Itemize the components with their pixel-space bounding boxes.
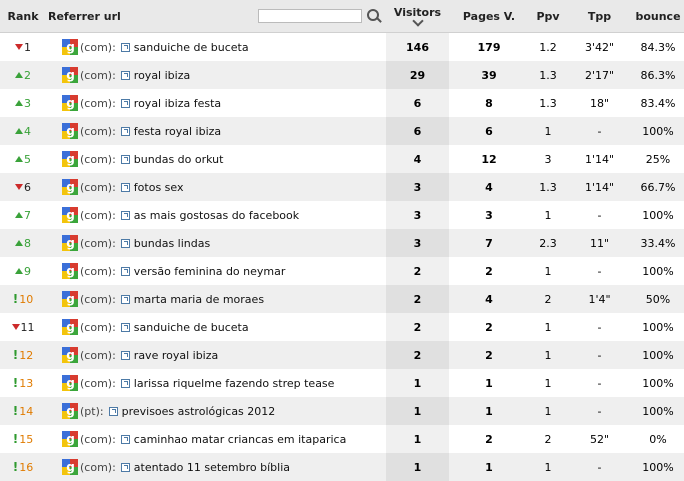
ppv-cell: 1 — [544, 404, 552, 418]
table-row — [0, 425, 684, 453]
ppv-cell: 1.3 — [539, 180, 557, 194]
bounce-cell: 25% — [645, 152, 671, 166]
rank-number: 15 — [19, 432, 34, 446]
bounce-cell: 100% — [642, 320, 674, 334]
rank-up-icon — [15, 268, 23, 274]
rank-cell — [0, 229, 46, 257]
rank-number: 10 — [19, 292, 34, 306]
pages-cell: 39 — [481, 68, 497, 82]
rank-up-icon — [15, 240, 23, 246]
referrer-domain: (com): — [80, 124, 116, 138]
rank-up-icon — [15, 128, 23, 134]
ppv-cell: 1 — [544, 264, 552, 278]
referrer-domain: (com): — [80, 348, 116, 362]
external-link-icon[interactable] — [121, 99, 130, 108]
referrer-domain: (com): — [80, 152, 116, 166]
referrer-domain: (com): — [80, 432, 116, 446]
table-row — [0, 61, 684, 89]
tpp-cell: - — [597, 124, 602, 138]
referrer-link[interactable]: bundas do orkut — [133, 152, 224, 166]
pages-cell: 8 — [485, 96, 493, 110]
ppv-header[interactable]: Ppv — [529, 0, 567, 33]
table-row — [0, 201, 684, 229]
google-icon: g — [62, 207, 79, 224]
external-link-icon[interactable] — [121, 239, 130, 248]
google-icon: g — [62, 67, 79, 84]
referrer-cell — [46, 173, 386, 201]
search-icon[interactable] — [367, 9, 381, 23]
google-icon: g — [62, 459, 79, 476]
referrer-link[interactable]: previsoes astrológicas 2012 — [121, 404, 276, 418]
visitors-cell: 3 — [386, 173, 449, 201]
referrer-link[interactable]: marta maria de moraes — [133, 292, 265, 306]
ppv-cell: 1.3 — [539, 96, 557, 110]
rank-cell — [0, 173, 46, 201]
google-icon: g — [62, 263, 79, 280]
referrer-link[interactable]: versão feminina do neymar — [133, 264, 286, 278]
pages-cell: 12 — [481, 152, 497, 166]
bounce-cell: 84.3% — [640, 40, 676, 54]
pages-cell: 2 — [485, 432, 493, 446]
google-icon: g — [62, 431, 79, 448]
rank-number: 7 — [24, 208, 31, 222]
tpp-cell: 1'14" — [584, 152, 615, 166]
bounce-cell: 83.4% — [640, 96, 676, 110]
rank-cell — [0, 313, 46, 341]
visitors-cell: 2 — [386, 285, 449, 313]
pages-cell: 2 — [485, 348, 493, 362]
google-icon: g — [62, 179, 79, 196]
rank-number: 9 — [24, 264, 31, 278]
ppv-cell: 1 — [544, 348, 552, 362]
referrer-domain: (com): — [80, 96, 116, 110]
rank-cell — [0, 341, 46, 369]
visitors-cell: 29 — [386, 61, 449, 89]
referrer-cell — [46, 201, 386, 229]
table-row — [0, 453, 684, 481]
ppv-cell: 1 — [544, 124, 552, 138]
referrer-link[interactable]: royal ibiza festa — [133, 96, 222, 110]
ppv-cell: 1 — [544, 208, 552, 222]
tpp-cell: - — [597, 404, 602, 418]
bounce-cell: 100% — [642, 460, 674, 474]
external-link-icon[interactable] — [121, 267, 130, 276]
rank-cell — [0, 33, 46, 62]
referrer-cell — [46, 117, 386, 145]
referrer-link[interactable]: atentado 11 setembro bíblia — [133, 460, 291, 474]
rank-number: 8 — [24, 236, 31, 250]
external-link-icon[interactable] — [121, 379, 130, 388]
rank-number: 16 — [19, 460, 34, 474]
ppv-cell: 3 — [544, 152, 552, 166]
table-row — [0, 173, 684, 201]
pages-cell: 1 — [485, 376, 493, 390]
ppv-cell: 2 — [544, 432, 552, 446]
google-icon: g — [62, 319, 79, 336]
google-icon: g — [62, 291, 79, 308]
rank-new-icon: ! — [12, 432, 19, 446]
tpp-cell: 3'42" — [584, 40, 615, 54]
tpp-cell: 11" — [589, 236, 610, 250]
referrer-header — [46, 0, 386, 33]
bounce-cell: 50% — [645, 292, 671, 306]
visitors-cell: 3 — [386, 201, 449, 229]
referrer-cell — [46, 257, 386, 285]
rank-header[interactable]: Rank — [0, 0, 46, 33]
referrer-domain: (com): — [80, 180, 116, 194]
referrer-link[interactable]: sanduiche de buceta — [133, 40, 249, 54]
external-link-icon[interactable] — [121, 435, 130, 444]
table-row — [0, 369, 684, 397]
rank-cell — [0, 425, 46, 453]
table-row — [0, 89, 684, 117]
rank-down-icon — [12, 324, 20, 330]
referrer-link[interactable]: royal ibiza — [133, 68, 191, 82]
table-row — [0, 145, 684, 173]
referrer-domain: (com): — [80, 236, 116, 250]
pages-header[interactable]: Pages V. — [449, 0, 529, 33]
rank-cell — [0, 89, 46, 117]
referrer-domain: (com): — [80, 40, 116, 54]
tpp-cell: 1'14" — [584, 180, 615, 194]
visitors-cell: 1 — [386, 453, 449, 481]
pages-cell: 1 — [485, 460, 493, 474]
external-link-icon[interactable] — [121, 127, 130, 136]
rank-number: 11 — [20, 320, 35, 334]
tpp-cell: 18" — [589, 96, 610, 110]
rank-number: 4 — [24, 124, 31, 138]
rank-new-icon: ! — [12, 376, 19, 390]
tpp-header[interactable]: Tpp — [567, 0, 632, 33]
referrer-domain: (com): — [80, 460, 116, 474]
referrer-cell — [46, 33, 386, 62]
pages-cell: 1 — [485, 404, 493, 418]
referrer-link[interactable]: fotos sex — [133, 180, 184, 194]
table-row — [0, 257, 684, 285]
ppv-cell: 1.2 — [539, 40, 557, 54]
pages-cell: 6 — [485, 124, 493, 138]
referrer-cell — [46, 285, 386, 313]
tpp-cell: - — [597, 376, 602, 390]
rank-number: 13 — [19, 376, 34, 390]
visitors-cell: 146 — [386, 33, 449, 62]
bounce-cell: 100% — [642, 264, 674, 278]
header-row — [0, 0, 684, 33]
bounce-cell: 100% — [642, 124, 674, 138]
external-link-icon[interactable] — [121, 323, 130, 332]
pages-cell: 7 — [485, 236, 493, 250]
referrer-cell — [46, 229, 386, 257]
referrer-link[interactable]: bundas lindas — [133, 236, 211, 250]
tpp-cell: - — [597, 348, 602, 362]
visitors-cell: 6 — [386, 117, 449, 145]
visitors-header-label: Visitors — [393, 6, 442, 19]
rank-cell — [0, 397, 46, 425]
pages-cell: 3 — [485, 208, 493, 222]
table-row — [0, 33, 684, 62]
referrer-cell — [46, 341, 386, 369]
ppv-cell: 1.3 — [539, 68, 557, 82]
referrer-cell — [46, 61, 386, 89]
google-icon: g — [62, 403, 79, 420]
google-icon: g — [62, 151, 79, 168]
rank-cell — [0, 285, 46, 313]
bounce-cell: 86.3% — [640, 68, 676, 82]
bounce-cell: 0% — [649, 432, 667, 446]
rank-new-icon: ! — [12, 292, 19, 306]
referrer-link[interactable]: caminhao matar criancas em itaparica — [133, 432, 347, 446]
rank-number: 3 — [24, 96, 31, 110]
visitors-cell: 4 — [386, 145, 449, 173]
referrer-domain: (com): — [80, 68, 116, 82]
bounce-cell: 66.7% — [640, 180, 676, 194]
external-link-icon[interactable] — [109, 407, 118, 416]
external-link-icon[interactable] — [121, 155, 130, 164]
google-icon: g — [62, 123, 79, 140]
bounce-cell: 33.4% — [640, 236, 676, 250]
table-row — [0, 229, 684, 257]
referrer-cell — [46, 145, 386, 173]
ppv-cell: 2 — [544, 292, 552, 306]
referrer-cell — [46, 313, 386, 341]
tpp-cell: 2'17" — [584, 68, 615, 82]
tpp-cell: - — [597, 460, 602, 474]
google-icon: g — [62, 375, 79, 392]
visitors-cell: 1 — [386, 425, 449, 453]
referrer-link[interactable]: rave royal ibiza — [133, 348, 219, 362]
rank-up-icon — [15, 100, 23, 106]
referrer-domain: (com): — [80, 376, 116, 390]
referrer-link[interactable]: as mais gostosas do facebook — [133, 208, 300, 222]
visitors-cell: 1 — [386, 397, 449, 425]
tpp-cell: - — [597, 264, 602, 278]
referrer-domain: (com): — [80, 208, 116, 222]
rank-new-icon: ! — [12, 404, 19, 418]
rank-cell — [0, 117, 46, 145]
tpp-cell: 1'4" — [588, 292, 611, 306]
referrer-link[interactable]: festa royal ibiza — [133, 124, 222, 138]
referrer-link[interactable]: larissa riquelme fazendo strep tease — [133, 376, 335, 390]
external-link-icon[interactable] — [121, 463, 130, 472]
rank-number: 12 — [19, 348, 34, 362]
referrer-cell — [46, 425, 386, 453]
ppv-cell: 1 — [544, 320, 552, 334]
bounce-cell: 100% — [642, 348, 674, 362]
tpp-cell: - — [597, 208, 602, 222]
external-link-icon[interactable] — [121, 71, 130, 80]
external-link-icon[interactable] — [121, 295, 130, 304]
google-icon: g — [62, 95, 79, 112]
google-icon: g — [62, 235, 79, 252]
referrer-cell — [46, 453, 386, 481]
external-link-icon[interactable] — [121, 183, 130, 192]
rank-cell — [0, 201, 46, 229]
table-row — [0, 285, 684, 313]
pages-cell: 2 — [485, 264, 493, 278]
rank-number: 14 — [19, 404, 34, 418]
tpp-cell: 52" — [589, 432, 610, 446]
table-row — [0, 117, 684, 145]
referrer-cell — [46, 397, 386, 425]
visitors-cell: 6 — [386, 89, 449, 117]
rank-cell — [0, 61, 46, 89]
bounce-cell: 100% — [642, 404, 674, 418]
rank-number: 2 — [24, 68, 31, 82]
table-row — [0, 341, 684, 369]
ppv-cell: 2.3 — [539, 236, 557, 250]
table-row — [0, 313, 684, 341]
bounce-header[interactable]: bounce — [632, 0, 684, 33]
bounce-cell: 100% — [642, 208, 674, 222]
visitors-cell: 2 — [386, 257, 449, 285]
tpp-cell: - — [597, 320, 602, 334]
ppv-cell: 1 — [544, 460, 552, 474]
rank-number: 6 — [24, 180, 31, 194]
external-link-icon[interactable] — [121, 211, 130, 220]
referrer-cell — [46, 89, 386, 117]
search-input[interactable] — [258, 9, 362, 23]
rank-cell — [0, 145, 46, 173]
rank-down-icon — [15, 184, 23, 190]
external-link-icon[interactable] — [121, 43, 130, 52]
visitors-cell: 3 — [386, 229, 449, 257]
pages-cell: 4 — [485, 292, 493, 306]
rank-cell — [0, 257, 46, 285]
visitors-cell: 2 — [386, 341, 449, 369]
referrer-header-label[interactable]: Referrer url — [48, 9, 121, 23]
referrer-cell — [46, 369, 386, 397]
referrer-domain: (pt): — [80, 404, 104, 418]
referrer-domain: (com): — [80, 292, 116, 306]
table-row — [0, 397, 684, 425]
rank-new-icon: ! — [12, 460, 19, 474]
ppv-cell: 1 — [544, 376, 552, 390]
referrer-domain: (com): — [80, 320, 116, 334]
rank-cell — [0, 369, 46, 397]
pages-cell: 179 — [477, 40, 501, 54]
rank-new-icon: ! — [12, 348, 19, 362]
visitors-header[interactable] — [386, 0, 449, 33]
rank-number: 1 — [24, 40, 31, 54]
rank-up-icon — [15, 156, 23, 162]
visitors-cell: 1 — [386, 369, 449, 397]
visitors-cell: 2 — [386, 313, 449, 341]
google-icon: g — [62, 39, 79, 56]
rank-down-icon — [15, 44, 23, 50]
rank-number: 5 — [24, 152, 31, 166]
rank-up-icon — [15, 212, 23, 218]
google-icon: g — [62, 347, 79, 364]
rank-cell — [0, 453, 46, 481]
pages-cell: 4 — [485, 180, 493, 194]
referrer-domain: (com): — [80, 264, 116, 278]
referrer-link[interactable]: sanduiche de buceta — [133, 320, 249, 334]
pages-cell: 2 — [485, 320, 493, 334]
bounce-cell: 100% — [642, 376, 674, 390]
rank-up-icon — [15, 72, 23, 78]
external-link-icon[interactable] — [121, 351, 130, 360]
